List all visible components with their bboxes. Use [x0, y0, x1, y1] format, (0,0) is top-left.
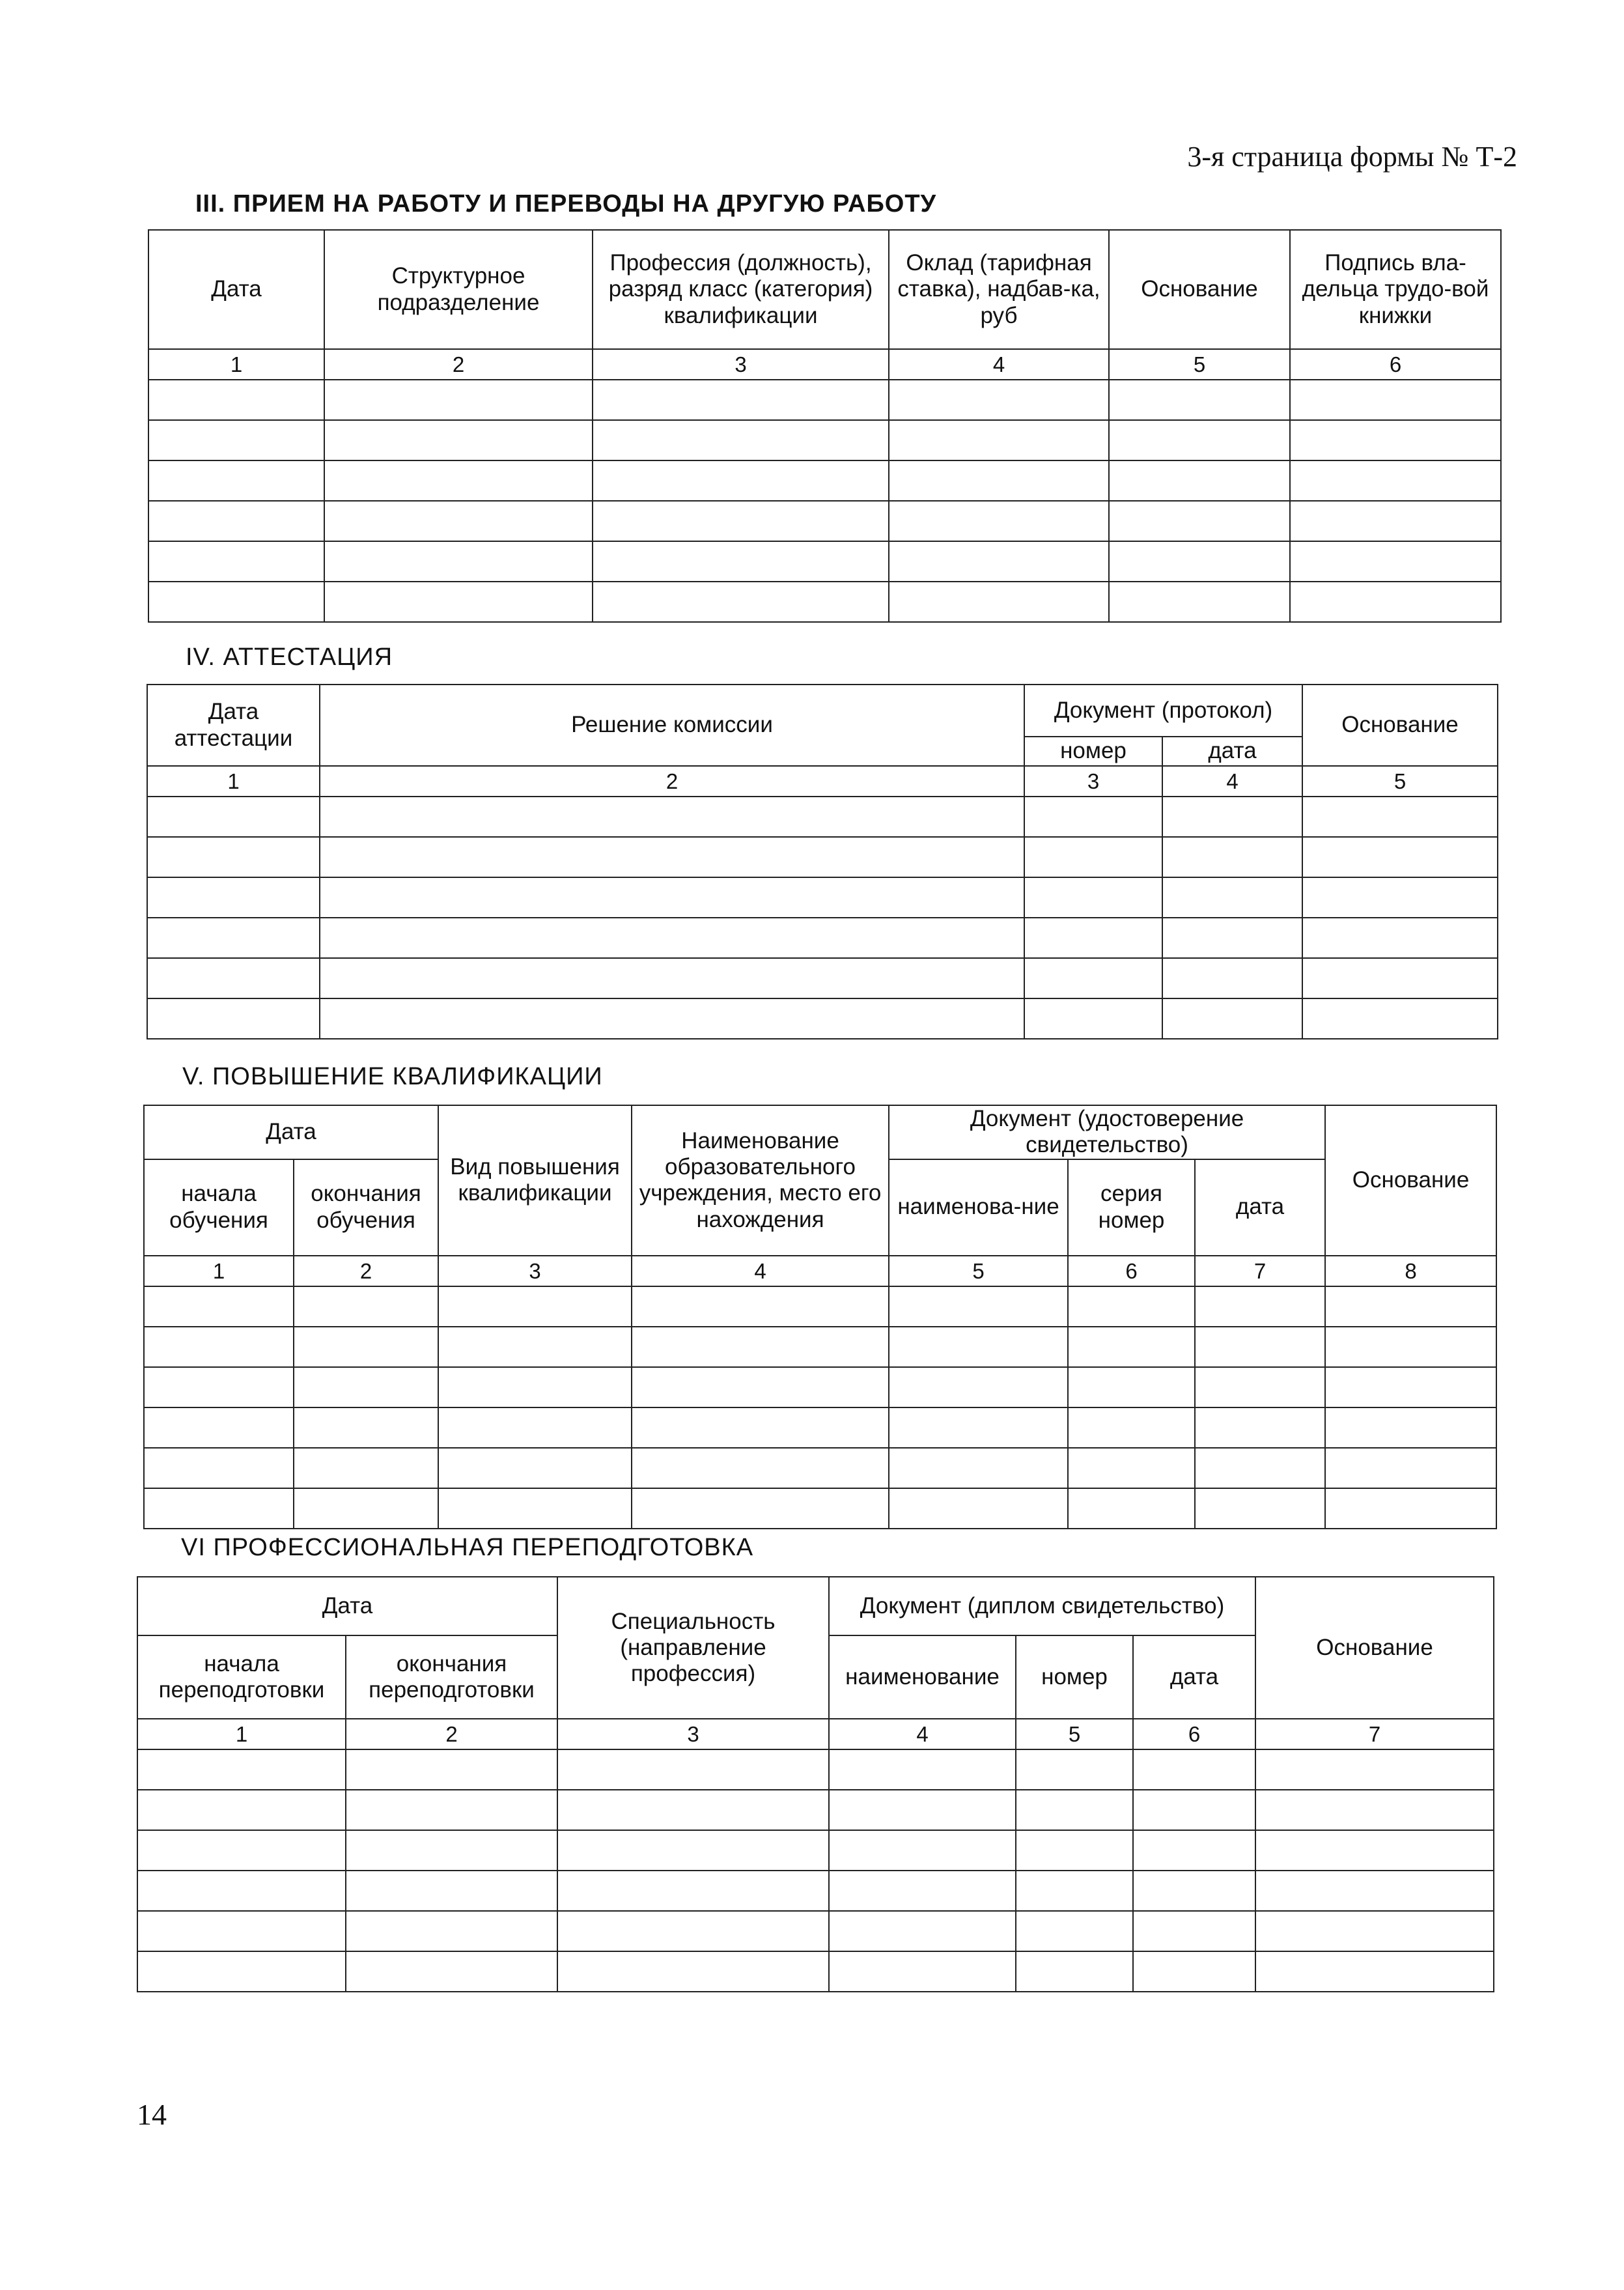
table-cell[interactable] — [137, 1951, 346, 1992]
table-row — [137, 1830, 1494, 1871]
table-cell[interactable] — [557, 1749, 829, 1790]
table-cell[interactable] — [593, 460, 889, 501]
table-cell[interactable] — [1325, 1286, 1496, 1327]
table-cell[interactable] — [889, 380, 1109, 420]
table-cell[interactable] — [1290, 501, 1501, 541]
table-cell[interactable] — [1133, 1830, 1255, 1871]
table-cell[interactable] — [889, 460, 1109, 501]
col-number: 3 — [593, 349, 889, 380]
col-number: 4 — [889, 349, 1109, 380]
table-cell[interactable] — [1162, 837, 1302, 877]
table-cell[interactable] — [1325, 1488, 1496, 1529]
table-row — [147, 877, 1498, 918]
form-page-label: 3-я страница формы № Т-2 — [1187, 141, 1517, 173]
table-cell[interactable] — [1255, 1871, 1494, 1911]
table-cell[interactable] — [1016, 1749, 1133, 1790]
col-number: 1 — [147, 766, 320, 797]
col-number: 4 — [829, 1719, 1016, 1749]
table-cell[interactable] — [593, 501, 889, 541]
table-cell[interactable] — [889, 420, 1109, 460]
table-cell[interactable] — [632, 1448, 889, 1488]
col-number: 2 — [294, 1256, 438, 1286]
table-cell[interactable] — [1162, 797, 1302, 837]
col-number: 5 — [1109, 349, 1290, 380]
table-cell[interactable] — [557, 1830, 829, 1871]
table-cell[interactable] — [1195, 1448, 1325, 1488]
table-row — [137, 1790, 1494, 1830]
col-doc-date-header: дата — [1162, 737, 1302, 766]
table-cell[interactable] — [1133, 1871, 1255, 1911]
table-row — [148, 501, 1501, 541]
table-cell[interactable] — [557, 1911, 829, 1951]
table-cell[interactable] — [889, 1448, 1068, 1488]
table-cell[interactable] — [147, 877, 320, 918]
table-row — [137, 1749, 1494, 1790]
table-cell[interactable] — [148, 380, 324, 420]
table-cell[interactable] — [1290, 541, 1501, 582]
table-cell[interactable] — [1290, 582, 1501, 622]
table-row — [148, 541, 1501, 582]
table-cell[interactable] — [1302, 797, 1498, 837]
table-cell[interactable] — [889, 1407, 1068, 1448]
table-row — [147, 797, 1498, 837]
table-cell[interactable] — [324, 380, 593, 420]
table-cell[interactable] — [1290, 420, 1501, 460]
col-number: 6 — [1290, 349, 1501, 380]
table-cell[interactable] — [1255, 1951, 1494, 1992]
col-number: 2 — [324, 349, 593, 380]
table-cell[interactable] — [147, 797, 320, 837]
table-cell[interactable] — [324, 501, 593, 541]
table-row — [147, 958, 1498, 998]
table-cell[interactable] — [1109, 541, 1290, 582]
table-row — [147, 998, 1498, 1039]
section-6-table — [137, 1576, 1494, 1992]
col-number: 1 — [137, 1719, 346, 1749]
table-cell[interactable] — [593, 420, 889, 460]
col-number: 5 — [1016, 1719, 1133, 1749]
table-cell[interactable] — [829, 1749, 1016, 1790]
section-4-number-row — [147, 766, 1498, 797]
table-row — [144, 1286, 1496, 1327]
table-cell[interactable] — [346, 1871, 557, 1911]
section-3-title: III. ПРИЕМ НА РАБОТУ И ПЕРЕВОДЫ НА ДРУГУЮ РАБОТУ — [195, 190, 937, 218]
table-cell[interactable] — [889, 1286, 1068, 1327]
table-cell[interactable] — [1325, 1407, 1496, 1448]
table-cell[interactable] — [1290, 460, 1501, 501]
col-specialty-header: Специальность (направление профессия) — [557, 1577, 829, 1719]
col-doc-number-header: номер — [1024, 737, 1162, 766]
table-cell[interactable] — [632, 1286, 889, 1327]
table-cell[interactable] — [1016, 1830, 1133, 1871]
table-cell[interactable] — [1016, 1951, 1133, 1992]
col-doc-series-header: серия номер — [1068, 1159, 1195, 1256]
table-row — [137, 1871, 1494, 1911]
col-number: 1 — [144, 1256, 294, 1286]
section-6-header-row — [137, 1577, 1494, 1635]
table-cell[interactable] — [829, 1911, 1016, 1951]
section-5-number-row — [144, 1256, 1496, 1286]
table-cell[interactable] — [1195, 1488, 1325, 1529]
table-cell[interactable] — [1024, 958, 1162, 998]
col-number: 4 — [1162, 766, 1302, 797]
table-cell[interactable] — [889, 582, 1109, 622]
col-doc-name-header: наименование — [829, 1635, 1016, 1719]
table-row — [144, 1407, 1496, 1448]
col-number: 1 — [148, 349, 324, 380]
table-cell[interactable] — [148, 460, 324, 501]
table-cell[interactable] — [889, 501, 1109, 541]
table-cell[interactable] — [1302, 958, 1498, 998]
table-cell[interactable] — [346, 1830, 557, 1871]
table-cell[interactable] — [1162, 877, 1302, 918]
section-4-title: IV. АТТЕСТАЦИЯ — [186, 643, 393, 671]
table-cell[interactable] — [148, 420, 324, 460]
col-number: 6 — [1068, 1256, 1195, 1286]
table-cell[interactable] — [324, 420, 593, 460]
col-institution-header: Наименование образовательного учреждения, место его нахождения — [632, 1105, 889, 1256]
col-number: 8 — [1325, 1256, 1496, 1286]
table-cell[interactable] — [829, 1790, 1016, 1830]
table-row — [148, 380, 1501, 420]
table-row — [144, 1367, 1496, 1407]
table-cell[interactable] — [1068, 1327, 1195, 1367]
table-cell[interactable] — [1302, 837, 1498, 877]
table-cell[interactable] — [1016, 1911, 1133, 1951]
table-cell[interactable] — [1109, 420, 1290, 460]
table-cell[interactable] — [1068, 1286, 1195, 1327]
table-cell[interactable] — [438, 1327, 632, 1367]
table-cell[interactable] — [294, 1367, 438, 1407]
table-cell[interactable] — [144, 1286, 294, 1327]
col-basis-header: Основание — [1302, 685, 1498, 766]
table-row — [148, 582, 1501, 622]
table-cell[interactable] — [294, 1327, 438, 1367]
col-doc-number-header: номер — [1016, 1635, 1133, 1719]
col-end-header: окончания обучения — [294, 1159, 438, 1256]
table-cell[interactable] — [632, 1488, 889, 1529]
table-cell[interactable] — [1109, 380, 1290, 420]
col-decision-header: Решение комиссии — [320, 685, 1024, 766]
col-date-header: Дата — [144, 1105, 438, 1159]
col-end-header: окончания переподготовки — [346, 1635, 557, 1719]
table-cell[interactable] — [137, 1911, 346, 1951]
table-cell[interactable] — [1068, 1367, 1195, 1407]
col-basis-header: Основание — [1325, 1105, 1496, 1256]
table-cell[interactable] — [1255, 1790, 1494, 1830]
section-6-number-row — [137, 1719, 1494, 1749]
table-cell[interactable] — [320, 797, 1024, 837]
table-cell[interactable] — [1255, 1911, 1494, 1951]
table-cell[interactable] — [324, 541, 593, 582]
section-3-number-row — [148, 349, 1501, 380]
table-cell[interactable] — [1302, 877, 1498, 918]
section-6-title: VI ПРОФЕССИОНАЛЬНАЯ ПЕРЕПОДГОТОВКА — [181, 1534, 754, 1561]
table-cell[interactable] — [1024, 837, 1162, 877]
table-row — [147, 837, 1498, 877]
table-cell[interactable] — [1195, 1367, 1325, 1407]
table-cell[interactable] — [1068, 1488, 1195, 1529]
table-cell[interactable] — [1024, 918, 1162, 958]
section-5-table — [143, 1105, 1497, 1529]
table-cell[interactable] — [1325, 1448, 1496, 1488]
table-row — [137, 1951, 1494, 1992]
table-cell[interactable] — [147, 958, 320, 998]
table-cell[interactable] — [1325, 1367, 1496, 1407]
col-number: 3 — [1024, 766, 1162, 797]
table-cell[interactable] — [137, 1749, 346, 1790]
col-number: 2 — [320, 766, 1024, 797]
table-cell[interactable] — [137, 1871, 346, 1911]
col-division-header: Структурное подразделение — [324, 230, 593, 349]
section-5-title: V. ПОВЫШЕНИЕ КВАЛИФИКАЦИИ — [182, 1063, 603, 1090]
table-cell[interactable] — [148, 501, 324, 541]
col-start-header: начала переподготовки — [137, 1635, 346, 1719]
table-cell[interactable] — [632, 1407, 889, 1448]
table-cell[interactable] — [320, 877, 1024, 918]
table-cell[interactable] — [346, 1749, 557, 1790]
table-cell[interactable] — [438, 1367, 632, 1407]
col-number: 3 — [557, 1719, 829, 1749]
table-cell[interactable] — [320, 918, 1024, 958]
table-cell[interactable] — [294, 1448, 438, 1488]
table-cell[interactable] — [632, 1327, 889, 1367]
table-cell[interactable] — [320, 998, 1024, 1039]
table-cell[interactable] — [1024, 998, 1162, 1039]
table-cell[interactable] — [593, 541, 889, 582]
table-cell[interactable] — [1162, 918, 1302, 958]
col-number: 6 — [1133, 1719, 1255, 1749]
table-cell[interactable] — [1195, 1286, 1325, 1327]
table-cell[interactable] — [144, 1407, 294, 1448]
table-cell[interactable] — [889, 1327, 1068, 1367]
table-cell[interactable] — [1162, 958, 1302, 998]
table-cell[interactable] — [1195, 1407, 1325, 1448]
table-cell[interactable] — [1255, 1749, 1494, 1790]
table-cell[interactable] — [1068, 1448, 1195, 1488]
table-row — [148, 420, 1501, 460]
table-cell[interactable] — [438, 1286, 632, 1327]
table-cell[interactable] — [1109, 501, 1290, 541]
table-row — [148, 460, 1501, 501]
col-document-header: Документ (протокол) — [1024, 685, 1302, 737]
table-cell[interactable] — [1068, 1407, 1195, 1448]
table-cell[interactable] — [889, 1488, 1068, 1529]
col-number: 7 — [1195, 1256, 1325, 1286]
table-cell[interactable] — [346, 1951, 557, 1992]
col-salary-header: Оклад (тарифная ставка), надбав-ка, руб — [889, 230, 1109, 349]
table-row — [147, 918, 1498, 958]
table-cell[interactable] — [137, 1830, 346, 1871]
col-doc-date-header: дата — [1133, 1635, 1255, 1719]
table-cell[interactable] — [144, 1367, 294, 1407]
table-cell[interactable] — [557, 1951, 829, 1992]
col-basis-header: Основание — [1255, 1577, 1494, 1719]
table-cell[interactable] — [632, 1367, 889, 1407]
table-cell[interactable] — [829, 1830, 1016, 1871]
table-cell[interactable] — [438, 1407, 632, 1448]
section-4-table — [147, 684, 1498, 1039]
table-cell[interactable] — [294, 1488, 438, 1529]
table-cell[interactable] — [1024, 877, 1162, 918]
table-cell[interactable] — [1133, 1749, 1255, 1790]
table-cell[interactable] — [1133, 1951, 1255, 1992]
table-cell[interactable] — [144, 1448, 294, 1488]
table-cell[interactable] — [148, 582, 324, 622]
col-doc-date-header: дата — [1195, 1159, 1325, 1256]
table-cell[interactable] — [294, 1407, 438, 1448]
table-cell[interactable] — [294, 1286, 438, 1327]
table-cell[interactable] — [1325, 1327, 1496, 1367]
table-cell[interactable] — [1016, 1790, 1133, 1830]
table-cell[interactable] — [147, 837, 320, 877]
table-cell[interactable] — [324, 460, 593, 501]
table-cell[interactable] — [1109, 582, 1290, 622]
table-row — [144, 1327, 1496, 1367]
table-cell[interactable] — [1302, 998, 1498, 1039]
table-cell[interactable] — [438, 1488, 632, 1529]
section-5-header-row — [144, 1105, 1496, 1159]
table-cell[interactable] — [346, 1911, 557, 1951]
table-cell[interactable] — [1162, 998, 1302, 1039]
table-cell[interactable] — [438, 1448, 632, 1488]
table-cell[interactable] — [1024, 797, 1162, 837]
table-cell[interactable] — [1290, 380, 1501, 420]
col-number: 5 — [889, 1256, 1068, 1286]
col-date-header: Дата — [148, 230, 324, 349]
section-3-table — [148, 229, 1502, 623]
table-row — [137, 1911, 1494, 1951]
col-number: 5 — [1302, 766, 1498, 797]
table-cell[interactable] — [557, 1871, 829, 1911]
col-number: 4 — [632, 1256, 889, 1286]
table-cell[interactable] — [346, 1790, 557, 1830]
table-cell[interactable] — [1133, 1911, 1255, 1951]
table-cell[interactable] — [137, 1790, 346, 1830]
table-cell[interactable] — [1255, 1830, 1494, 1871]
col-signature-header: Подпись вла-дельца трудо-вой книжки — [1290, 230, 1501, 349]
col-number: 2 — [346, 1719, 557, 1749]
table-cell[interactable] — [144, 1327, 294, 1367]
table-cell[interactable] — [557, 1790, 829, 1830]
table-cell[interactable] — [320, 837, 1024, 877]
table-cell[interactable] — [148, 541, 324, 582]
col-kind-header: Вид повышения квалификации — [438, 1105, 632, 1256]
table-row — [144, 1448, 1496, 1488]
col-date-header: Дата аттестации — [147, 685, 320, 766]
page-number: 14 — [137, 2098, 167, 2131]
table-cell[interactable] — [320, 958, 1024, 998]
table-row — [144, 1488, 1496, 1529]
table-cell[interactable] — [829, 1951, 1016, 1992]
table-cell[interactable] — [324, 582, 593, 622]
col-number: 7 — [1255, 1719, 1494, 1749]
table-cell[interactable] — [1302, 918, 1498, 958]
col-document-header: Документ (диплом свидетельство) — [829, 1577, 1255, 1635]
table-cell[interactable] — [1109, 460, 1290, 501]
table-cell[interactable] — [593, 582, 889, 622]
table-cell[interactable] — [1016, 1871, 1133, 1911]
col-date-header: Дата — [137, 1577, 557, 1635]
table-cell[interactable] — [593, 380, 889, 420]
table-cell[interactable] — [889, 541, 1109, 582]
section-3-header-row — [148, 230, 1501, 349]
table-cell[interactable] — [1195, 1327, 1325, 1367]
col-profession-header: Профессия (должность), разряд класс (категория) квалификации — [593, 230, 889, 349]
section-4-header-row — [147, 685, 1498, 737]
table-cell[interactable] — [147, 918, 320, 958]
table-cell[interactable] — [1133, 1790, 1255, 1830]
col-basis-header: Основание — [1109, 230, 1290, 349]
col-document-header: Документ (удостоверение свидетельство) — [889, 1105, 1325, 1159]
table-cell[interactable] — [889, 1367, 1068, 1407]
table-cell[interactable] — [144, 1488, 294, 1529]
table-cell[interactable] — [829, 1871, 1016, 1911]
col-start-header: начала обучения — [144, 1159, 294, 1256]
col-doc-name-header: наименова-ние — [889, 1159, 1068, 1256]
col-number: 3 — [438, 1256, 632, 1286]
table-cell[interactable] — [147, 998, 320, 1039]
